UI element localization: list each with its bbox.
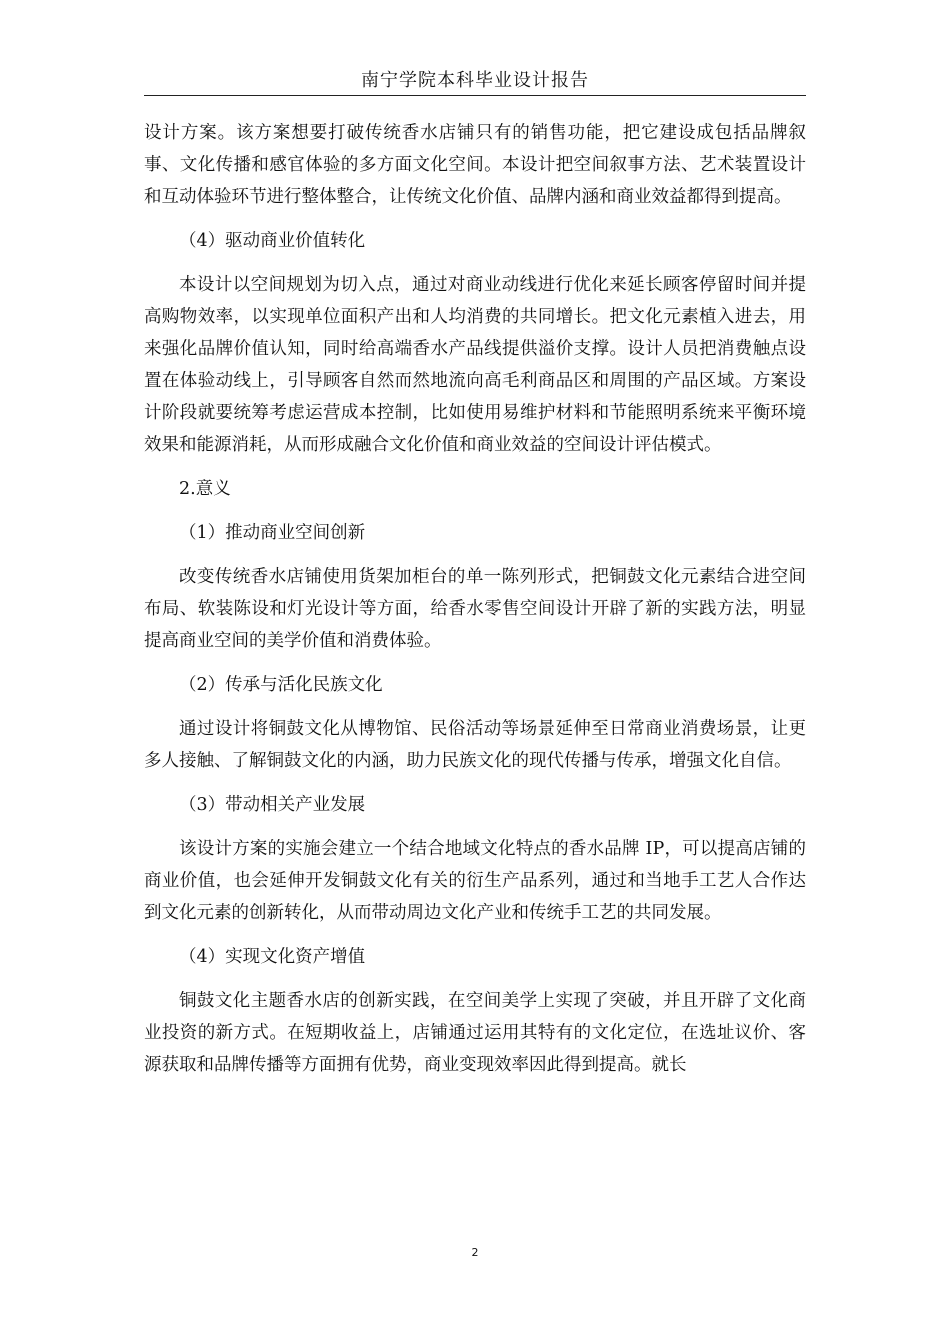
subheading-commercial-value: （4）驱动商业价值转化 <box>179 231 366 251</box>
paragraph-ethnic-culture: 通过设计将铜鼓文化从博物馆、民俗活动等场景延伸至日常商业消费场景，让更多人接触、了解铜鼓文化的内涵，助力民族文化的现代传播与传承，增强文化自信。 <box>144 719 806 771</box>
paragraph-industry-development: 该设计方案的实施会建立一个结合地域文化特点的香水品牌 IP，可以提高店铺的商业价值，也会延伸开发铜鼓文化有关的衍生产品系列，通过和当地手工艺人合作达到文化元素的创新转化，从而带动周边文化产业和传统手工艺的共同发展。 <box>144 839 806 923</box>
paragraph-continued-intro: 设计方案。该方案想要打破传统香水店铺只有的销售功能，把它建设成包括品牌叙事、文化传播和感官体验的多方面文化空间。本设计把空间叙事方法、艺术装置设计和互动体验环节进行整体整合，让传统文化价值、品牌内涵和商业效益都得到提高。 <box>144 123 806 207</box>
body-text <box>144 117 806 1093</box>
subheading-ethnic-culture: （2）传承与活化民族文化 <box>179 675 383 695</box>
paragraph-commercial-value: 本设计以空间规划为切入点，通过对商业动线进行优化来延长顾客停留时间并提高购物效率，以实现单位面积产出和人均消费的共同增长。把文化元素植入进去，用来强化品牌价值认知，同时给高端香水产品线提供溢价支撑。设计人员把消费触点设置在体验动线上，引导顾客自然而然地流向高毛利商品区和周围的产品区域。方案设计阶段就要统筹考虑运营成本控制，比如使用易维护材料和节能照明系统来平衡环境效果和能源消耗，从而形成融合文化价值和商业效益的空间设计评估模式。 <box>144 275 806 455</box>
subheading-industry-development: （3）带动相关产业发展 <box>179 795 366 815</box>
subheading-cultural-assets: （4）实现文化资产增值 <box>179 947 366 967</box>
paragraph-space-innovation: 改变传统香水店铺使用货架加柜台的单一陈列形式，把铜鼓文化元素结合进空间布局、软装陈设和灯光设计等方面，给香水零售空间设计开辟了新的实践方法，明显提高商业空间的美学价值和消费体验。 <box>144 567 806 651</box>
paragraph-cultural-assets: 铜鼓文化主题香水店的创新实践，在空间美学上实现了突破，并且开辟了文化商业投资的新方式。在短期收益上，店铺通过运用其特有的文化定位，在选址议价、客源获取和品牌传播等方面拥有优势，商业变现效率因此得到提高。就长 <box>144 991 806 1075</box>
page-header-title: 南宁学院本科毕业设计报告 <box>361 70 589 91</box>
subheading-space-innovation: （1）推动商业空间创新 <box>179 523 366 543</box>
section-heading-significance: 2.意义 <box>179 479 231 499</box>
header-divider <box>144 95 806 96</box>
page-number: 2 <box>471 1246 479 1259</box>
